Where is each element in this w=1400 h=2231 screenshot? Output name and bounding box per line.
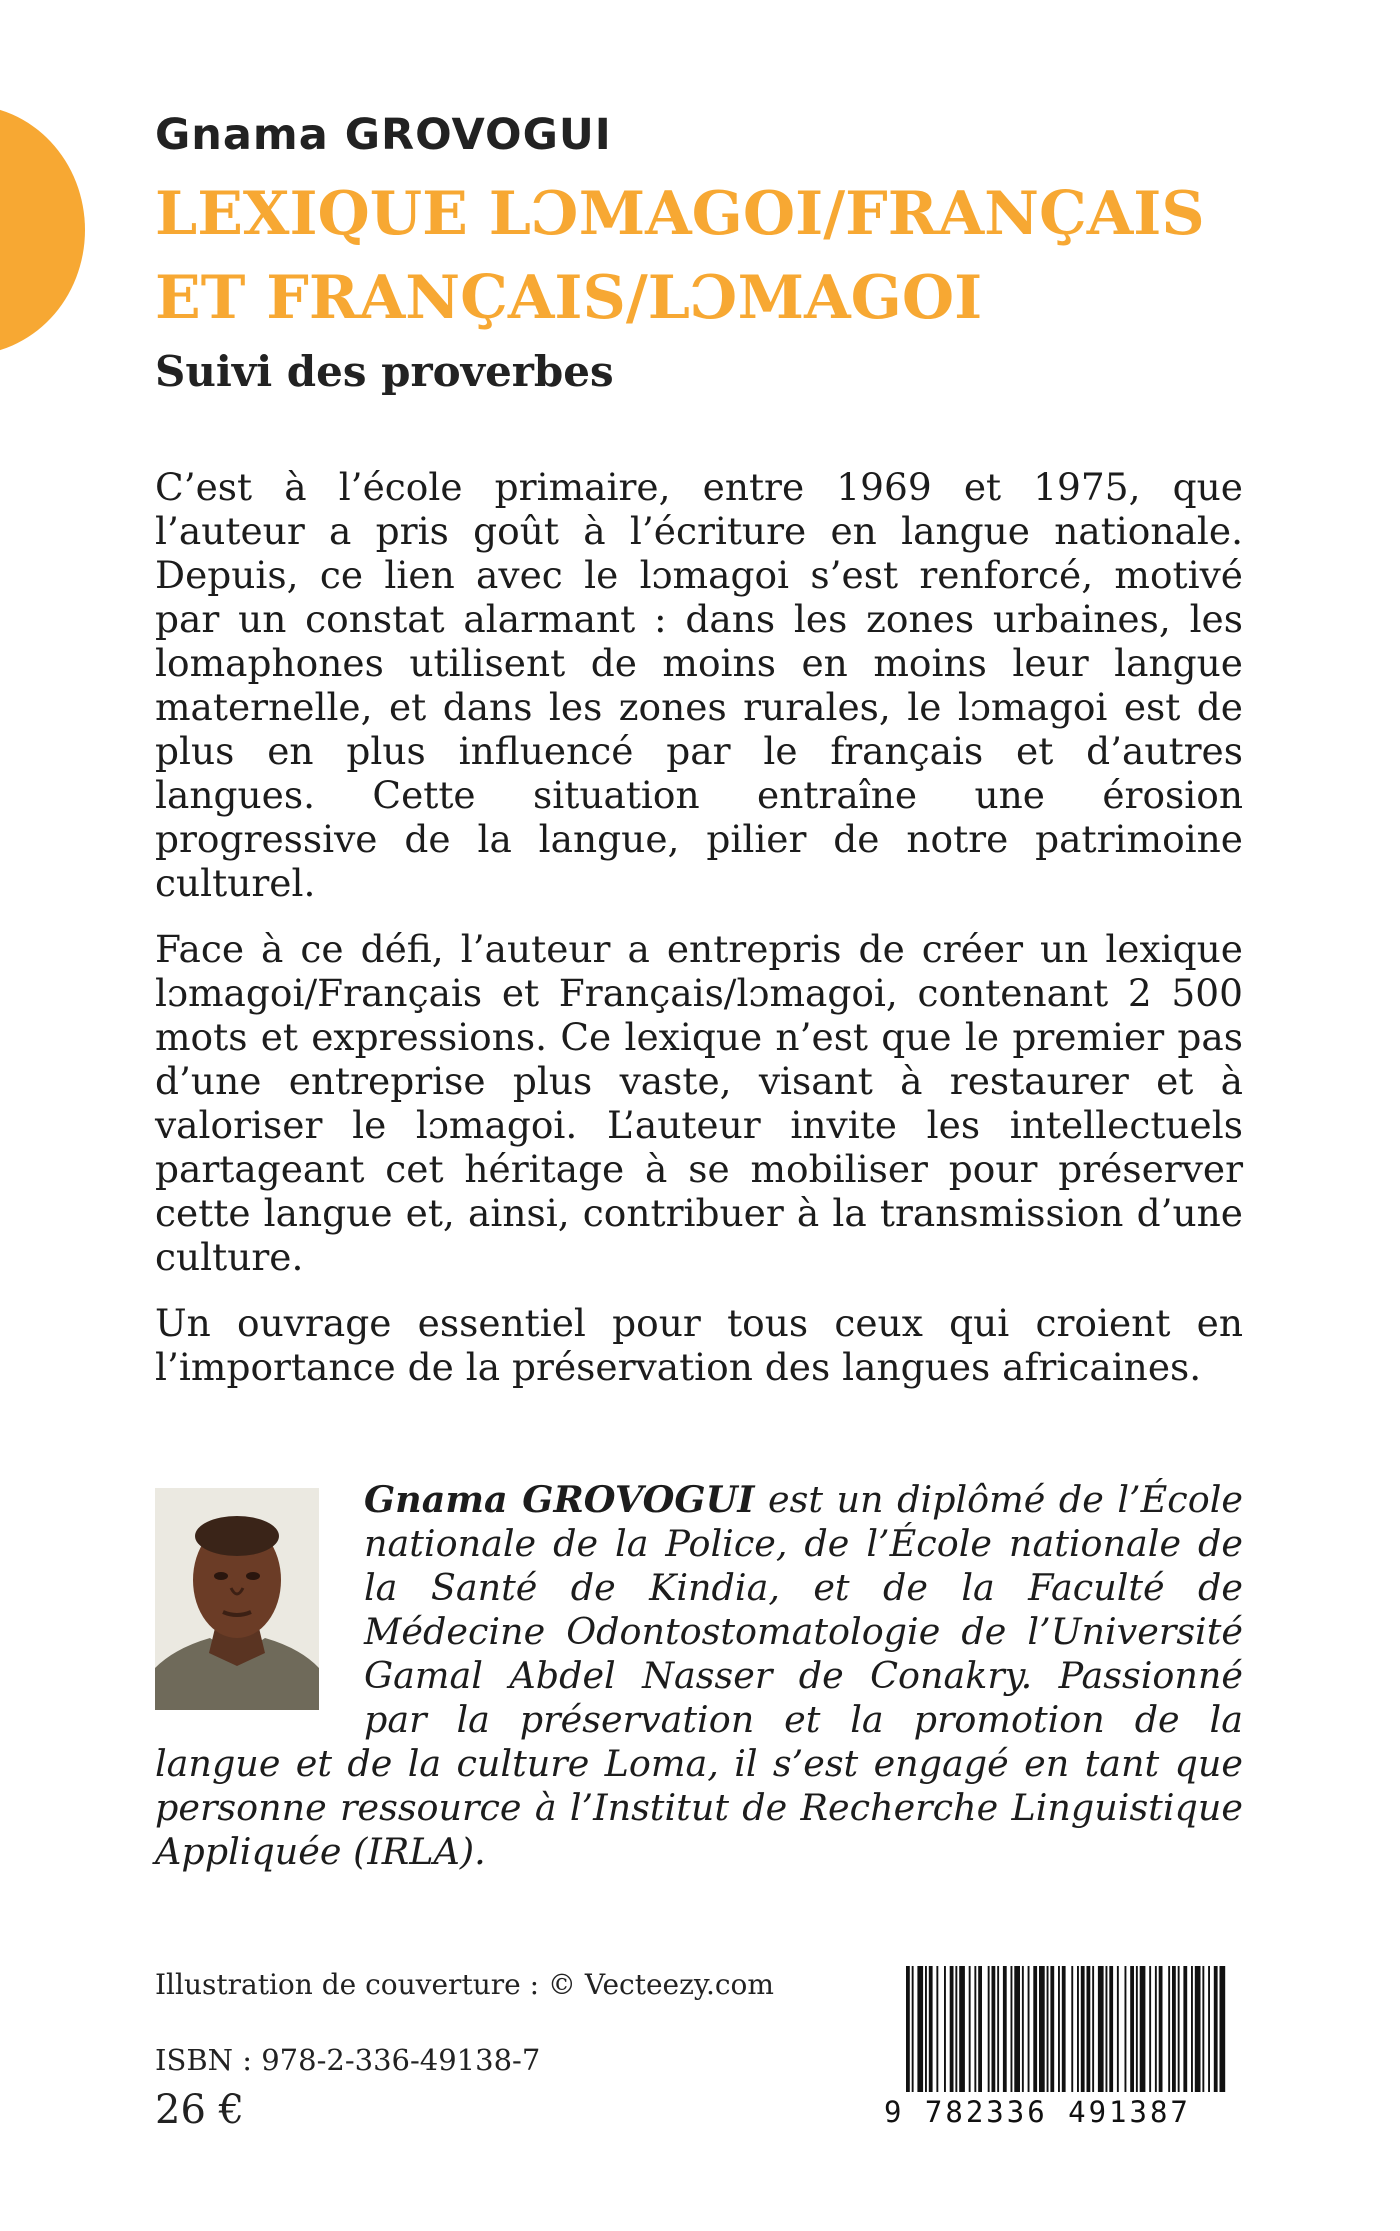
barcode-bar [1125,1966,1127,2092]
barcode-bar [950,1966,954,2092]
barcode-bar [969,1966,971,2092]
barcode-bar [1159,1966,1163,2092]
barcode-bar [929,1966,933,2092]
summary-paragraph-1: C’est à l’école primaire, entre 1969 et 1975, que l’auteur a pris goût à l’écriture en langue nationale. Depuis, ce lien avec le lɔmagoi s’est renforcé, motivé par un constat alarmant : dans les zones urbaines, les lomaphones utilisent de moins en moins leur langue maternelle, et dans les zones rurales, le lɔmagoi est de plus en plus influencé par le français et d’autres langues. Cette situation entraîne une érosion progressive de la langue, pilier de notre patrimoine culturel. [155,465,1243,905]
summary-paragraph-3: Un ouvrage essentiel pour tous ceux qui croient en l’importance de la préservation des langues africaines. [155,1301,1243,1389]
isbn: ISBN : 978-2-336-49138-7 [155,2043,541,2077]
barcode-bar [974,1966,976,2092]
barcode-bar [1058,1966,1060,2092]
barcode-bar [978,1966,982,2092]
bio-author-name: Gnama GROVOGUI [364,1478,755,1521]
price: 26 € [155,2087,245,2133]
barcode-bar [1136,1966,1138,2092]
summary-text [155,465,1243,1411]
barcode-bar [1003,1966,1007,2092]
barcode-bar [1117,1966,1119,2092]
barcode-bar [1087,1966,1091,2092]
barcode-bar [936,1966,938,2092]
barcode [884,1966,1236,2129]
barcode-bar [912,1966,914,2092]
barcode-bar [1081,1966,1085,2092]
barcode-bar [1168,1966,1170,2092]
barcode-bar [1172,1966,1176,2092]
author-photo [155,1488,319,1710]
title-line-1: LEXIQUE LƆMAGOI/FRANÇAIS [155,179,1205,249]
barcode-bar [1028,1966,1030,2092]
barcode-bar [1195,1966,1201,2092]
barcode-bar [1220,1966,1226,2092]
barcode-bar [955,1966,957,2092]
barcode-bar [925,1966,927,2092]
barcode-bar [988,1966,990,2092]
barcode-bar [1033,1966,1037,2092]
barcode-bar [1011,1966,1013,2092]
cover-illustration-credit: Illustration de couverture : © Vecteezy.com [155,1968,774,2001]
barcode-bar [997,1966,999,2092]
barcode-bar [1077,1966,1079,2092]
barcode-bar [1014,1966,1020,2092]
author-name: Gnama GROVOGUI [155,110,612,160]
barcode-bar [1092,1966,1094,2092]
barcode-bar [1140,1966,1146,2092]
barcode-bar [1022,1966,1024,2092]
barcode-bar [906,1966,910,2092]
barcode-bar [1106,1966,1108,2092]
barcode-bar [917,1966,923,2092]
barcode-bar [1155,1966,1157,2092]
author-bio [155,1478,1243,1874]
barcode-bar [1071,1966,1073,2092]
barcode-bar [1098,1966,1104,2092]
book-subtitle: Suivi des proverbes [155,347,614,396]
barcode-bar [1047,1966,1049,2092]
barcode-bar [1191,1966,1193,2092]
barcode-bar [992,1966,996,2092]
barcode-bar [1178,1966,1180,2092]
barcode-bar [959,1966,965,2092]
book-title [155,172,1205,340]
title-line-2: ET FRANÇAIS/LƆMAGOI [155,263,983,333]
summary-paragraph-2: Face à ce défi, l’auteur a entrepris de créer un lexique lɔmagoi/Français et Français/lɔmagoi, contenant 2 500 mots et expressions. Ce lexique n’est que le premier pas d’une entreprise plus vaste, visant à restaurer et à valoriser le lɔmagoi. L’auteur invite les intellectuels partageant cet héritage à se mobiliser pour préserver cette langue et, ainsi, contribuer à la transmission d’une culture. [155,927,1243,1279]
barcode-bar [1183,1966,1187,2092]
barcode-bar [1214,1966,1218,2092]
barcode-bar [1062,1966,1066,2092]
barcode-digits: 9 782336 491387 [884,2095,1191,2129]
orange-tab-decoration [0,105,85,355]
barcode-bar [1149,1966,1151,2092]
barcode-bar [1202,1966,1204,2092]
barcode-bar [1130,1966,1134,2092]
bio-text: est un diplômé de l’École nationale de la Police, de l’École nationale de la Santé de Kindia, et de la Faculté de Médecine Odontostomatologie de l’Université Gamal Abdel Nasser de Conakry. Passionné par la préservation et la promotion de la langue et de la culture Loma, il s’est engagé en tant que personne ressource à l’Institut de Recherche Linguistique Appliquée (IRLA). [155,1478,1243,1873]
barcode-bar [1050,1966,1054,2092]
barcode-bar [944,1966,946,2092]
barcode-bar [1039,1966,1045,2092]
barcode-bar [1109,1966,1113,2092]
barcode-bar [1208,1966,1210,2092]
